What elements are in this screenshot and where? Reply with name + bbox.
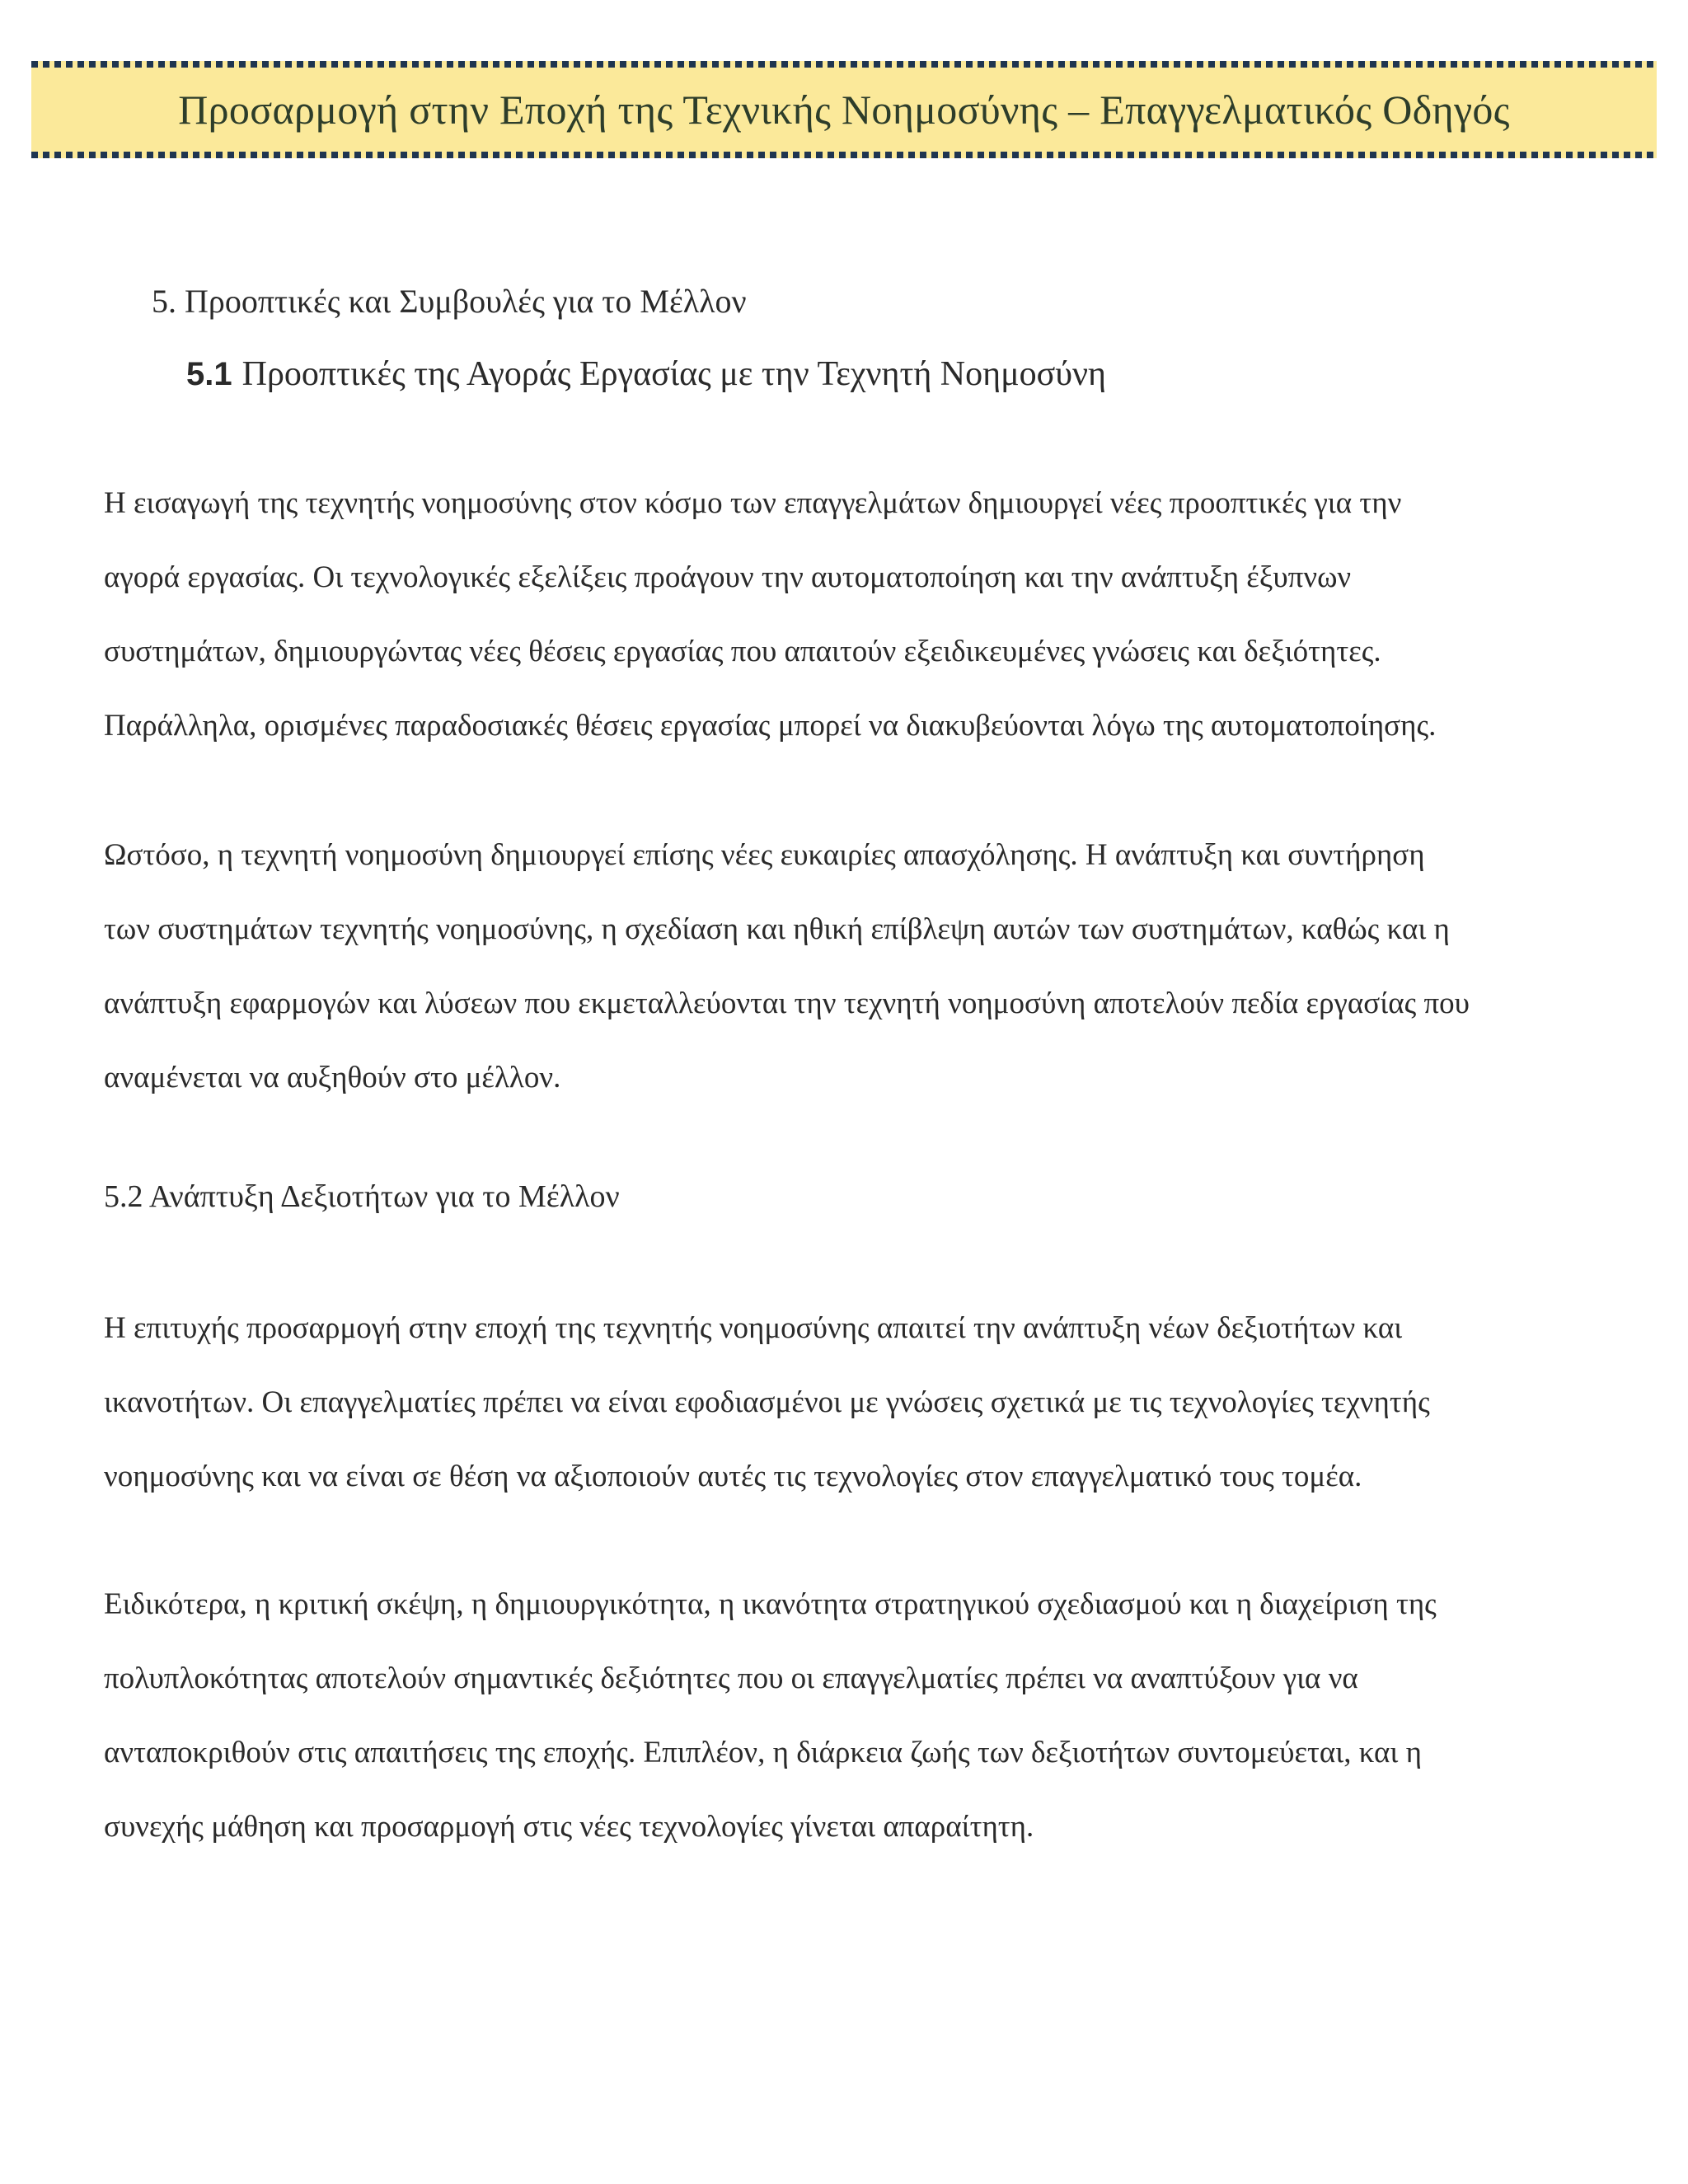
paragraph-line: ικανοτήτων. Οι επαγγελματίες πρέπει να είναι εφοδιασμένοι με γνώσεις σχετικά με τις τεχνολογίες τεχνητής: [104, 1385, 1430, 1419]
header-bottom-dotted-rule: [31, 152, 1657, 158]
subsection-title-5-1: [186, 354, 1106, 394]
paragraph-line: πολυπλοκότητας αποτελούν σημαντικές δεξιότητες που οι επαγγελματίες πρέπει να αναπτύξουν για να: [104, 1661, 1358, 1695]
subsection-title-5-2: 5.2 Ανάπτυξη Δεξιοτήτων για το Μέλλον: [104, 1179, 620, 1214]
paragraph-1: [104, 466, 1587, 763]
header-band: [31, 61, 1657, 158]
paragraph-line: νοημοσύνης και να είναι σε θέση να αξιοποιούν αυτές τις τεχνολογίες στον επαγγελματικό τους τομέα.: [104, 1460, 1362, 1493]
header-top-dotted-rule: [31, 61, 1657, 68]
subsection-number: 5.1: [186, 356, 232, 392]
paragraph-line: Η εισαγωγή της τεχνητής νοημοσύνης στον κόσμο των επαγγελμάτων δημιουργεί νέες προοπτικές για την: [104, 486, 1402, 520]
paragraph-line: των συστημάτων τεχνητής νοημοσύνης, η σχεδίαση και ηθική επίβλεψη αυτών των συστημάτων, καθώς και η: [104, 912, 1450, 946]
document-title: Προσαρμογή στην Εποχή της Τεχνικής Νοημοσύνης – Επαγγελματικός Οδηγός: [178, 87, 1510, 133]
section-title: 5. Προοπτικές και Συμβουλές για το Μέλλον: [152, 283, 747, 320]
paragraph-line: Η επιτυχής προσαρμογή στην εποχή της τεχνητής νοημοσύνης απαιτεί την ανάπτυξη νέων δεξιοτήτων και: [104, 1311, 1403, 1345]
paragraph-4: [104, 1568, 1587, 1864]
paragraph-line: συνεχής μάθηση και προσαρμογή στις νέες τεχνολογίες γίνεται απαραίτητη.: [104, 1810, 1034, 1844]
paragraph-line: αναμένεται να αυξηθούν στο μέλλον.: [104, 1061, 561, 1094]
paragraph-line: ανάπτυξη εφαρμογών και λύσεων που εκμεταλλεύονται την τεχνητή νοημοσύνη αποτελούν πεδία εργασίας που: [104, 987, 1470, 1020]
paragraph-line: Ωστόσο, η τεχνητή νοημοσύνη δημιουργεί επίσης νέες ευκαιρίες απασχόλησης. Η ανάπτυξη και συντήρηση: [104, 838, 1425, 872]
paragraph-line: Παράλληλα, ορισμένες παραδοσιακές θέσεις εργασίας μπορεί να διακυβεύονται λόγω της αυτοματοποίησης.: [104, 709, 1437, 743]
paragraph-2: [104, 818, 1587, 1115]
paragraph-line: αγορά εργασίας. Οι τεχνολογικές εξελίξεις προάγουν την αυτοματοποίηση και την ανάπτυξη έξυπνων: [104, 560, 1352, 594]
paragraph-line: ανταποκριθούν στις απαιτήσεις της εποχής. Επιπλέον, η διάρκεια ζωής των δεξιοτήτων συντομεύεται, και η: [104, 1736, 1422, 1769]
subsection-heading-text: Προοπτικές της Αγοράς Εργασίας με την Τεχνητή Νοημοσύνη: [241, 355, 1106, 393]
paragraph-line: συστημάτων, δημιουργώντας νέες θέσεις εργασίας που απαιτούν εξειδικευμένες γνώσεις και δεξιότητες.: [104, 635, 1381, 668]
paragraph-line: Ειδικότερα, η κριτική σκέψη, η δημιουργικότητα, η ικανότητα στρατηγικού σχεδιασμού και η διαχείριση της: [104, 1587, 1437, 1621]
paragraph-3: [104, 1291, 1587, 1514]
